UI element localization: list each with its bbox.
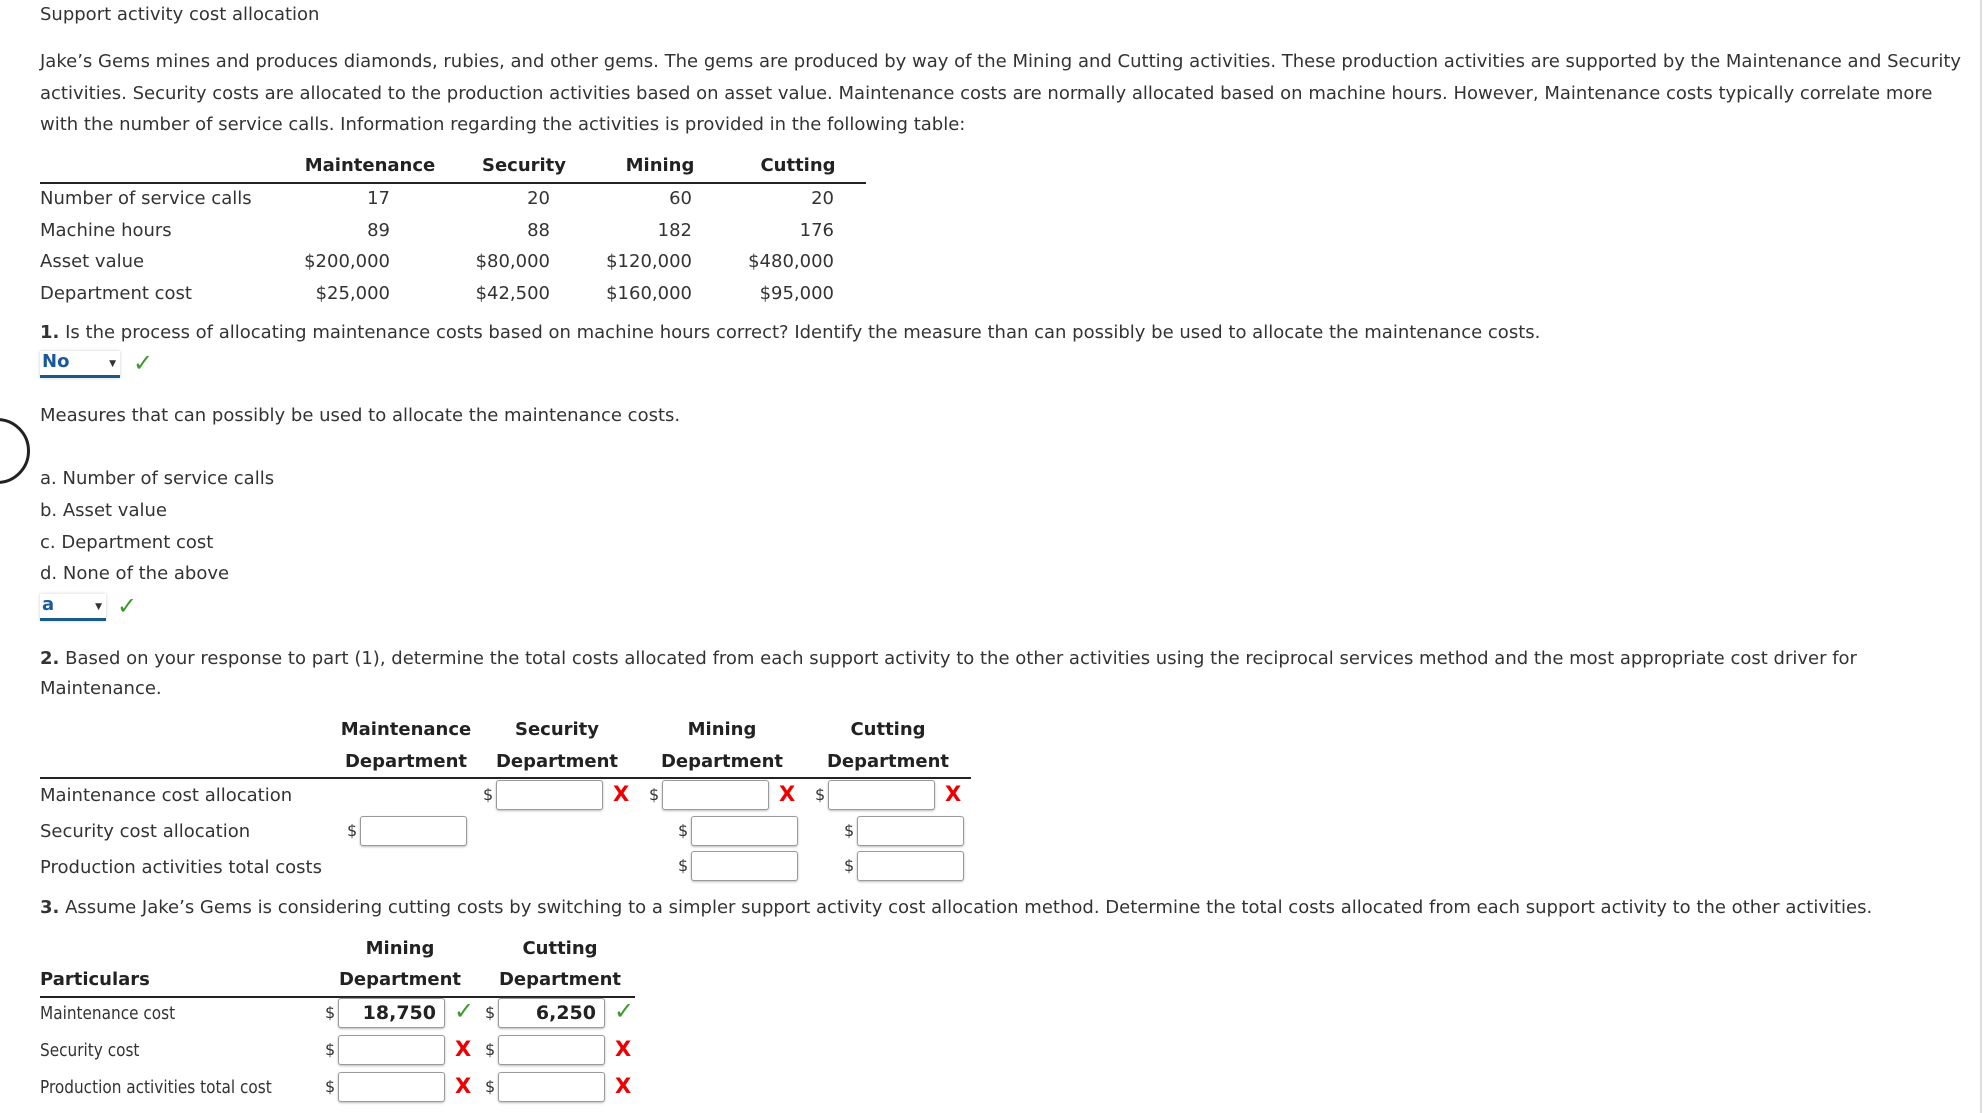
dollar-sign: $ bbox=[325, 1003, 336, 1022]
dollar-sign: $ bbox=[485, 1003, 496, 1022]
incorrect-icon: X bbox=[615, 1037, 632, 1061]
incorrect-icon: X bbox=[613, 782, 630, 806]
col-header: Mining bbox=[365, 938, 435, 959]
divider bbox=[40, 777, 971, 779]
option: d. None of the above bbox=[40, 563, 230, 584]
table-cell: 176 bbox=[799, 219, 834, 241]
dollar-sign: $ bbox=[347, 821, 358, 840]
table-cell: 20 bbox=[811, 188, 834, 209]
row-label: Production activities total costs bbox=[40, 857, 322, 878]
q-text: Based on your response to part (1), determine the total costs allocated from each support activity to the other activities using the reciprocal services method and the most appropriate cost driver for bbox=[65, 648, 1857, 669]
table-cell: $80,000 bbox=[475, 251, 550, 272]
q2-text-cont: Maintenance. bbox=[40, 678, 162, 699]
security-to-cutting-input[interactable] bbox=[857, 816, 964, 846]
col-header: Security bbox=[481, 155, 567, 176]
dollar-sign: $ bbox=[485, 1040, 496, 1059]
incorrect-icon: X bbox=[615, 1074, 632, 1098]
dollar-sign: $ bbox=[483, 785, 494, 804]
security-to-mining-input[interactable] bbox=[691, 816, 798, 846]
col-header: Cutting bbox=[522, 938, 598, 959]
chevron-down-icon: ▼ bbox=[95, 602, 102, 612]
col-header: Department bbox=[498, 969, 622, 990]
dollar-sign: $ bbox=[815, 785, 826, 804]
row-label: Maintenance cost bbox=[40, 1003, 176, 1024]
dollar-sign: $ bbox=[844, 856, 855, 875]
chevron-down-icon: ▼ bbox=[109, 359, 116, 369]
col-header: Security bbox=[514, 719, 600, 740]
table-cell: $200,000 bbox=[304, 251, 390, 272]
mining-input[interactable]: 18,750 bbox=[338, 998, 445, 1028]
row-label: Machine hours bbox=[40, 219, 172, 241]
measures-label: Measures that can possibly be used to allocate the maintenance costs. bbox=[40, 405, 681, 426]
dollar-sign: $ bbox=[844, 821, 855, 840]
cutting-input[interactable]: 6,250 bbox=[498, 998, 605, 1028]
q-text: Assume Jake’s Gems is considering cutting costs by switching to a simpler support activity cost allocation method. Determine the total costs allocated from each support activity to the other activities. bbox=[65, 897, 1873, 918]
table-cell: $480,000 bbox=[748, 251, 834, 272]
check-icon: ✓ bbox=[614, 997, 635, 1025]
row-label: Security cost allocation bbox=[40, 821, 251, 842]
dollar-sign: $ bbox=[325, 1077, 336, 1096]
selected-value: No bbox=[42, 351, 70, 372]
table-cell: $42,500 bbox=[475, 282, 550, 304]
q-num: 1. bbox=[40, 322, 60, 343]
table-cell: 88 bbox=[527, 219, 550, 241]
option: c. Department cost bbox=[40, 532, 214, 553]
q-text: Is the process of allocating maintenance costs based on machine hours correct? Identify the measure than can possibly be used to allocate the maintenance costs. bbox=[65, 322, 1541, 343]
circle-icon bbox=[0, 418, 30, 484]
option: b. Asset value bbox=[40, 500, 167, 521]
col-header: Department bbox=[338, 969, 462, 990]
selected-value: a bbox=[42, 594, 55, 615]
col-header: Department bbox=[826, 751, 950, 772]
page-title: Support activity cost allocation bbox=[40, 4, 320, 25]
incorrect-icon: X bbox=[455, 1074, 472, 1098]
intro-line: with the number of service calls. Information regarding the activities is provided in the following table: bbox=[40, 114, 966, 135]
table-cell: 17 bbox=[367, 188, 390, 209]
col-header: Department bbox=[495, 751, 619, 772]
maintenance-to-security-input[interactable] bbox=[496, 780, 603, 810]
scrollbar[interactable] bbox=[1980, 0, 1982, 1113]
col-header: Department bbox=[344, 751, 468, 772]
security-to-maintenance-input[interactable] bbox=[360, 816, 467, 846]
col-header: Mining bbox=[625, 155, 695, 176]
row-label: Asset value bbox=[40, 251, 145, 272]
row-label: Department cost bbox=[40, 282, 192, 304]
col-header: Maintenance bbox=[304, 155, 436, 176]
table-cell: $160,000 bbox=[606, 282, 692, 304]
mining-input[interactable] bbox=[338, 1035, 445, 1065]
check-icon: ✓ bbox=[117, 592, 138, 620]
dollar-sign: $ bbox=[678, 856, 689, 875]
particulars-header: Particulars bbox=[40, 969, 150, 990]
mining-total-input[interactable] bbox=[691, 851, 798, 881]
incorrect-icon: X bbox=[455, 1037, 472, 1061]
row-label: Number of service calls bbox=[40, 188, 252, 209]
row-label: Maintenance cost allocation bbox=[40, 785, 293, 806]
maintenance-to-mining-input[interactable] bbox=[662, 780, 769, 810]
q-num: 3. bbox=[40, 897, 60, 918]
table-cell: $120,000 bbox=[606, 251, 692, 272]
col-header: Cutting bbox=[850, 719, 926, 740]
col-header: Department bbox=[660, 751, 784, 772]
cutting-input[interactable] bbox=[498, 1035, 605, 1065]
q3-text bbox=[40, 897, 1872, 918]
table-cell: $95,000 bbox=[759, 282, 834, 304]
q2-text bbox=[40, 648, 1857, 669]
cutting-total-input[interactable] bbox=[857, 851, 964, 881]
divider bbox=[40, 182, 866, 184]
cutting-input[interactable] bbox=[498, 1072, 605, 1102]
col-header: Mining bbox=[687, 719, 757, 740]
dollar-sign: $ bbox=[485, 1077, 496, 1096]
table-cell: 182 bbox=[657, 219, 692, 241]
intro-line: Jake’s Gems mines and produces diamonds, rubies, and other gems. The gems are produced by way of the Mining and Cutting activities. These production activities are supported by the Maintenance and Security bbox=[40, 51, 1962, 72]
incorrect-icon: X bbox=[945, 782, 962, 806]
dollar-sign: $ bbox=[678, 821, 689, 840]
table-cell: 60 bbox=[669, 188, 692, 209]
maintenance-to-cutting-input[interactable] bbox=[828, 780, 935, 810]
q1-dropdown[interactable] bbox=[40, 351, 120, 378]
q-num: 2. bbox=[40, 648, 60, 669]
incorrect-icon: X bbox=[779, 782, 796, 806]
col-header: Maintenance bbox=[340, 719, 472, 740]
q1-text bbox=[40, 322, 1540, 343]
mining-input[interactable] bbox=[338, 1072, 445, 1102]
check-icon: ✓ bbox=[133, 349, 154, 377]
table-cell: 20 bbox=[527, 188, 550, 209]
row-label: Production activities total cost bbox=[40, 1077, 272, 1098]
measure-dropdown[interactable] bbox=[40, 594, 106, 621]
dollar-sign: $ bbox=[649, 785, 660, 804]
intro-line: activities. Security costs are allocated to the production activities based on asset value. Maintenance costs are normally allocated based on machine hours. However, Maintenance costs typically correlate more bbox=[40, 83, 1933, 104]
col-header: Cutting bbox=[760, 155, 836, 176]
option: a. Number of service calls bbox=[40, 468, 275, 489]
check-icon: ✓ bbox=[454, 997, 475, 1025]
table-cell: 89 bbox=[367, 219, 390, 241]
row-label: Security cost bbox=[40, 1040, 140, 1061]
dollar-sign: $ bbox=[325, 1040, 336, 1059]
table-cell: $25,000 bbox=[315, 282, 390, 304]
